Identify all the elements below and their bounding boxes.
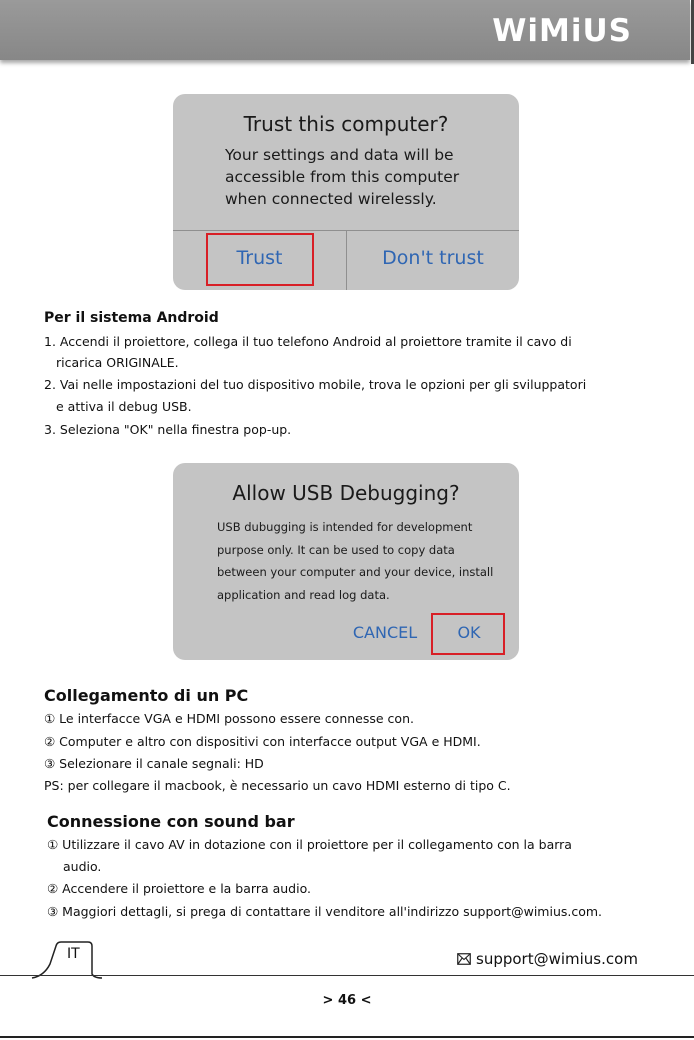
usb-debugging-dialog — [173, 463, 519, 660]
brand-logo: WiMiUS — [492, 13, 632, 49]
android-line-1: 1. Accendi il proiettore, collega il tuo telefono Android al proiettore tramite il cavo di — [44, 334, 572, 349]
pc-line-1: ① Le interfacce VGA e HDMI possono essere connesse con. — [44, 711, 414, 726]
trust-dialog — [173, 94, 519, 290]
android-section-title: Per il sistema Android — [44, 310, 219, 326]
soundbar-section-title: Connessione con sound bar — [47, 812, 295, 831]
usb-dialog-message: USB dubugging is intended for development purpose only. It can be used to copy data between your computer and your device, install application and read log data. — [217, 520, 494, 602]
trust-dialog-message: Your settings and data will be accessible from this computer when connected wirelessly. — [225, 146, 460, 208]
soundbar-line-1: ① Utilizzare il cavo AV in dotazione con il proiettore per il collegamento con la barra — [47, 837, 572, 852]
pc-line-4: PS: per collegare il macbook, è necessario un cavo HDMI esterno di tipo C. — [44, 778, 511, 793]
footer-email-link[interactable]: support@wimius.com — [476, 950, 638, 968]
soundbar-line-4: ③ Maggiori dettagli, si prega di contattare il venditore all'indirizzo support@wimius.com. — [47, 904, 603, 919]
envelope-icon — [457, 953, 471, 965]
ok-highlight-box — [431, 613, 505, 655]
page-number: > 46 < — [322, 993, 372, 1008]
ok-button[interactable]: OK — [433, 613, 505, 653]
language-label: IT — [67, 946, 80, 962]
header-bar — [0, 0, 690, 60]
pc-line-3: ③ Selezionare il canale segnali: HD — [44, 756, 264, 771]
android-line-2: ricarica ORIGINALE. — [56, 355, 179, 370]
trust-dialog-title: Trust this computer? — [243, 112, 449, 136]
pc-section-title: Collegamento di un PC — [44, 686, 249, 705]
android-line-5: 3. Seleziona "OK" nella finestra pop-up. — [44, 422, 292, 437]
footer-rule — [0, 975, 694, 976]
soundbar-line-3: ② Accendere il proiettore e la barra audio. — [47, 881, 311, 896]
usb-dialog-title: Allow USB Debugging? — [232, 481, 460, 505]
pc-line-2: ② Computer e altro con dispositivi con interfacce output VGA e HDMI. — [44, 734, 481, 749]
android-line-4: e attiva il debug USB. — [56, 399, 192, 414]
android-line-3: 2. Vai nelle impostazioni del tuo dispositivo mobile, trova le opzioni per gli sviluppatori — [44, 377, 587, 392]
trust-button[interactable]: Trust — [207, 233, 312, 284]
soundbar-line-2: audio. — [63, 859, 102, 874]
trust-highlight-box — [206, 233, 314, 286]
cancel-button[interactable]: CANCEL — [345, 613, 425, 653]
dont-trust-button[interactable]: Don't trust — [347, 233, 519, 284]
bottom-rule — [0, 1036, 694, 1038]
